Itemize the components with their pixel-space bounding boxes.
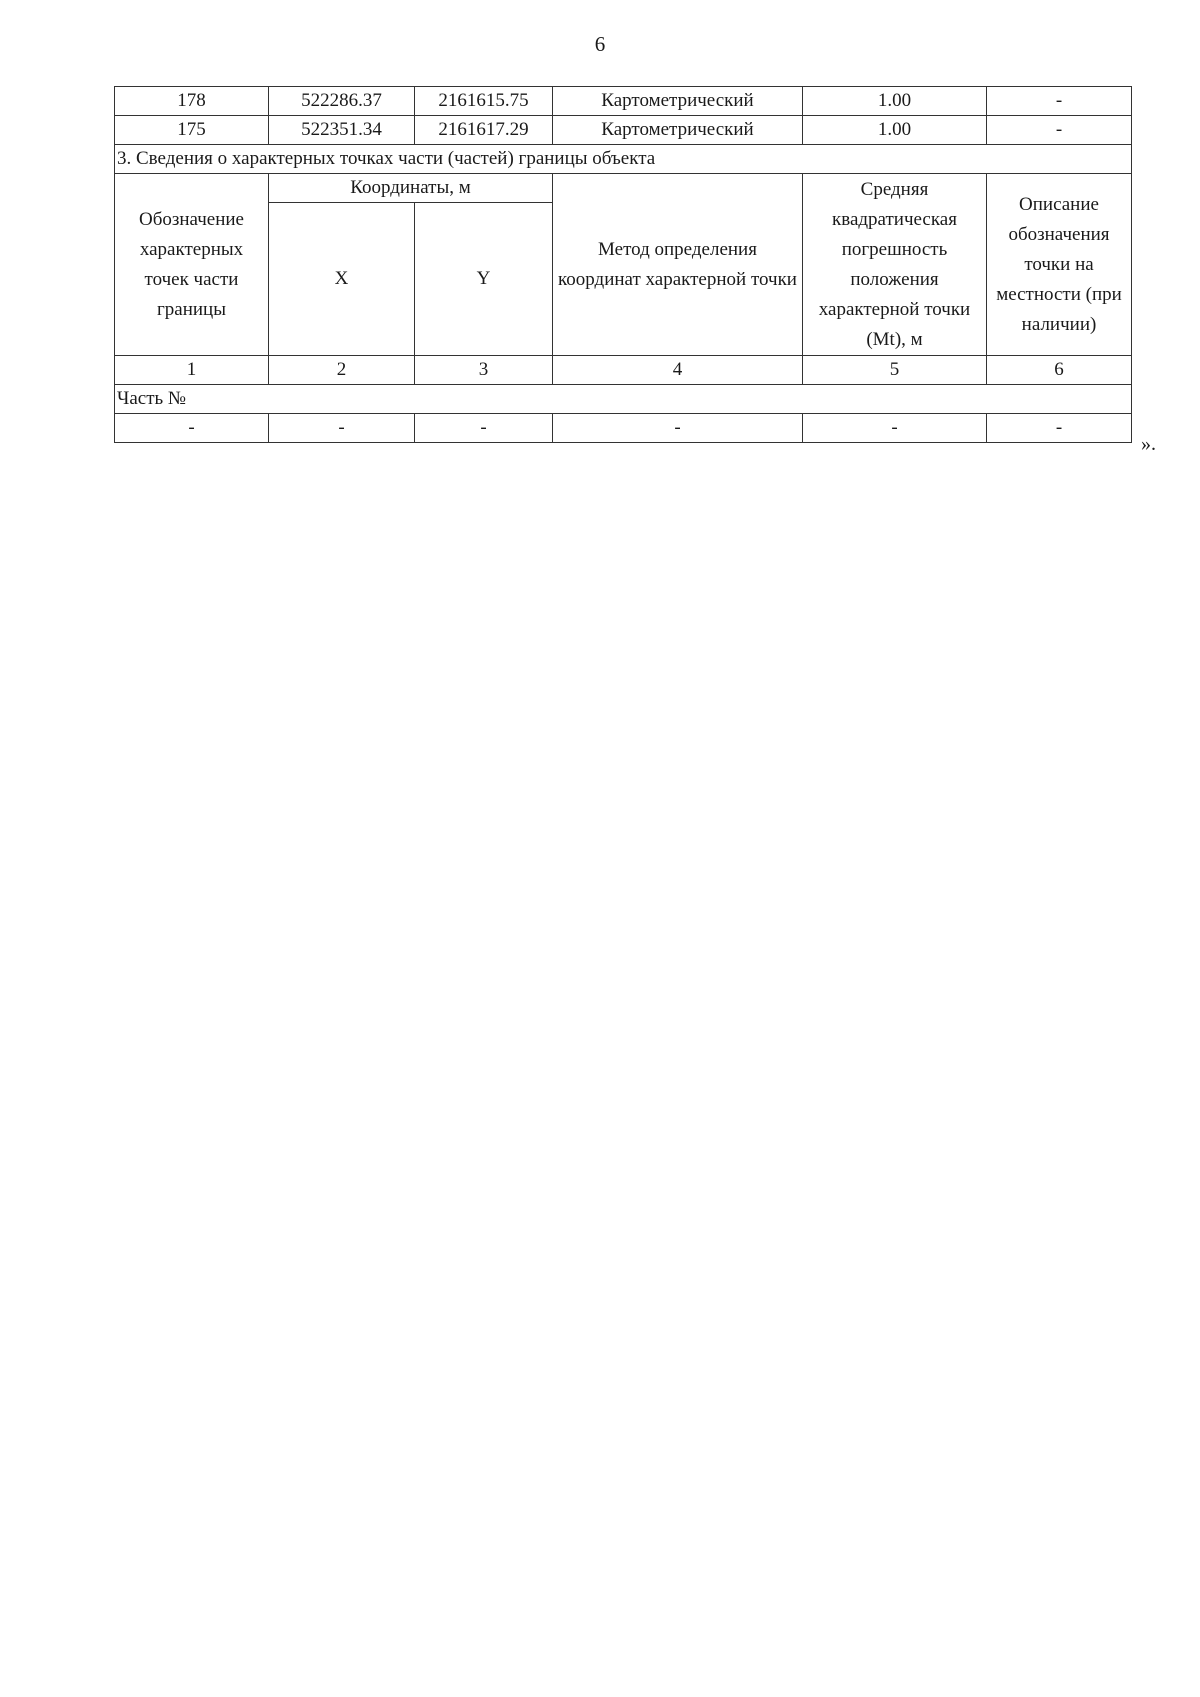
empty-cell: - (987, 414, 1132, 443)
empty-cell: - (115, 414, 269, 443)
part-label-row (115, 385, 1132, 414)
table-row (115, 414, 1132, 443)
header-coordinates: Координаты, м (269, 174, 553, 203)
column-number: 6 (987, 356, 1132, 385)
header-x: X (269, 203, 415, 356)
table-row (115, 116, 1132, 145)
x-coordinate-cell: 522286.37 (269, 87, 415, 116)
empty-cell: - (269, 414, 415, 443)
page-number: 6 (594, 32, 606, 56)
section-title: 3. Сведения о характерных точках части (частей) границы объекта (115, 145, 1132, 174)
description-cell: - (987, 116, 1132, 145)
column-number: 2 (269, 356, 415, 385)
description-cell: - (987, 87, 1132, 116)
section-title-row (115, 145, 1132, 174)
y-coordinate-cell: 2161617.29 (415, 116, 553, 145)
column-numbers-row (115, 356, 1132, 385)
point-id-cell: 175 (115, 116, 269, 145)
empty-cell: - (803, 414, 987, 443)
method-cell: Картометрический (553, 87, 803, 116)
header-description: Описание обозначения точки на местности (при наличии) (987, 174, 1132, 356)
header-method: Метод определения координат характерной точки (553, 174, 803, 356)
error-cell: 1.00 (803, 116, 987, 145)
column-number: 3 (415, 356, 553, 385)
empty-cell: - (553, 414, 803, 443)
header-designation: Обозначение характерных точек части границы (115, 174, 269, 356)
column-number: 5 (803, 356, 987, 385)
header-error: Средняя квадратическая погрешность положения характерной точки (Mt), м (803, 174, 987, 356)
method-cell: Картометрический (553, 116, 803, 145)
closing-quote-mark: ». (1141, 433, 1156, 455)
empty-cell: - (415, 414, 553, 443)
point-id-cell: 178 (115, 87, 269, 116)
header-y: Y (415, 203, 553, 356)
error-cell: 1.00 (803, 87, 987, 116)
column-number: 1 (115, 356, 269, 385)
boundary-points-table (114, 86, 1132, 443)
part-label: Часть № (115, 385, 1132, 414)
column-number: 4 (553, 356, 803, 385)
y-coordinate-cell: 2161615.75 (415, 87, 553, 116)
header-row (115, 174, 1132, 203)
table-row (115, 87, 1132, 116)
x-coordinate-cell: 522351.34 (269, 116, 415, 145)
